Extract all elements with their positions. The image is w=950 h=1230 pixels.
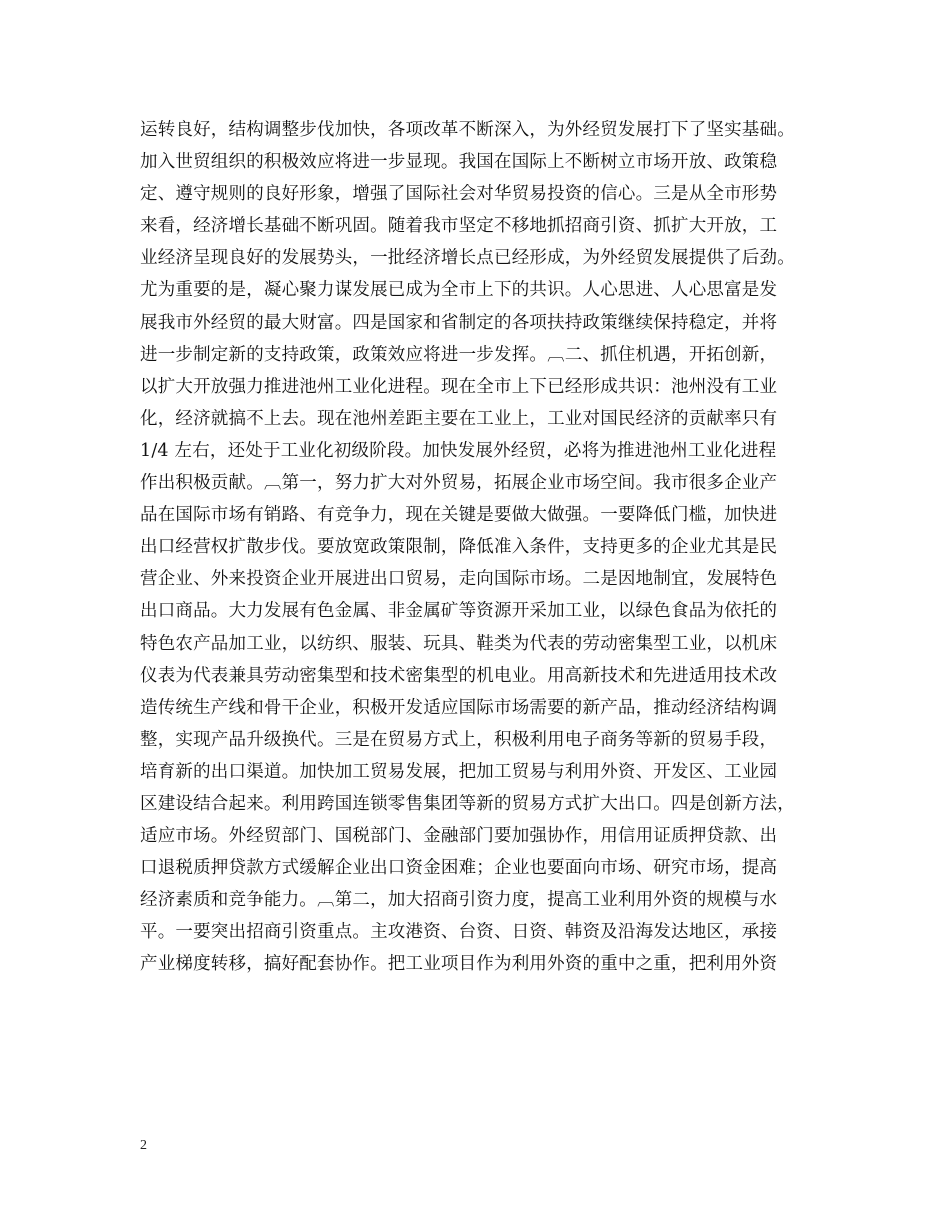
text-line: 培育新的出口渠道。加快加工贸易发展，把加工贸易与利用外资、开发区、工业园 bbox=[140, 761, 778, 782]
text-line: 尤为重要的是，凝心聚力谋发展已成为全市上下的共识。人心思进、人心思富是发 bbox=[140, 280, 778, 301]
text-line: 仪表为代表兼具劳动密集型和技术密集型的机电业。用高新技术和先进适用技术改 bbox=[140, 665, 778, 686]
text-line: 品在国际市场有销路、有竞争力，现在关键是要做大做强。一要降低门槛，加快进 bbox=[140, 505, 778, 526]
text-line: 运转良好，结构调整步伐加快，各项改革不断深入，为外经贸发展打下了坚实基础。 bbox=[140, 120, 795, 140]
text-line: 适应市场。外经贸部门、国税部门、金融部门要加强协作，用信用证质押贷款、出 bbox=[140, 826, 778, 847]
body-text bbox=[140, 114, 820, 981]
text-line: 区建设结合起来。利用跨国连锁零售集团等新的贸易方式扩大出口。四是创新方法， bbox=[140, 793, 795, 814]
text-line: 化，经济就搞不上去。现在池州差距主要在工业上，工业对国民经济的贡献率只有 bbox=[140, 408, 778, 429]
text-line: 出口商品。大力发展有色金属、非金属矿等资源开采加工业，以绿色食品为依托的 bbox=[140, 601, 778, 622]
page-number: 2 bbox=[140, 1138, 147, 1153]
text-line: 平。一要突出招商引资重点。主攻港资、台资、日资、韩资及沿海发达地区，承接 bbox=[140, 922, 778, 943]
text-line: 业经济呈现良好的发展势头，一批经济增长点已经形成，为外经贸发展提供了后劲。 bbox=[140, 248, 795, 269]
text-line: 展我市外经贸的最大财富。四是国家和省制定的各项扶持政策继续保持稳定，并将 bbox=[140, 312, 778, 333]
text-line: 1/4 左右，还处于工业化初级阶段。加快发展外经贸，必将为推进池州工业化进程 bbox=[140, 440, 777, 461]
text-line: 口退税质押贷款方式缓解企业出口资金困难；企业也要面向市场、研究市场，提高 bbox=[140, 858, 778, 879]
text-line: 加入世贸组织的积极效应将进一步显现。我国在国际上不断树立市场开放、政策稳 bbox=[140, 152, 778, 173]
text-line: 整，实现产品升级换代。三是在贸易方式上，积极利用电子商务等新的贸易手段， bbox=[140, 729, 778, 750]
text-line: 产业梯度转移，搞好配套协作。把工业项目作为利用外资的重中之重，把利用外资 bbox=[140, 954, 778, 975]
text-line: 出口经营权扩散步伐。要放宽政策限制，降低准入条件，支持更多的企业尤其是民 bbox=[140, 537, 778, 558]
text-line: 以扩大开放强力推进池州工业化进程。现在全市上下已经形成共识：池州没有工业 bbox=[140, 376, 778, 397]
text-line: 经济素质和竞争能力。︹第二，加大招商引资力度，提高工业利用外资的规模与水 bbox=[140, 890, 778, 911]
text-line: 作出积极贡献。︹第一，努力扩大对外贸易，拓展企业市场空间。我市很多企业产 bbox=[140, 473, 778, 494]
text-line: 造传统生产线和骨干企业，积极开发适应国际市场需要的新产品，推动经济结构调 bbox=[140, 697, 778, 718]
text-line: 来看，经济增长基础不断巩固。随着我市坚定不移地抓招商引资、抓扩大开放，工 bbox=[140, 216, 778, 237]
text-line: 营企业、外来投资企业开展进出口贸易，走向国际市场。二是因地制宜，发展特色 bbox=[140, 569, 778, 590]
text-line: 定、遵守规则的良好形象，增强了国际社会对华贸易投资的信心。三是从全市形势 bbox=[140, 184, 778, 205]
text-line: 进一步制定新的支持政策，政策效应将进一步发挥。︹二、抓住机遇，开拓创新， bbox=[140, 344, 778, 365]
text-line: 特色农产品加工业，以纺织、服装、玩具、鞋类为代表的劳动密集型工业，以机床 bbox=[140, 633, 778, 654]
